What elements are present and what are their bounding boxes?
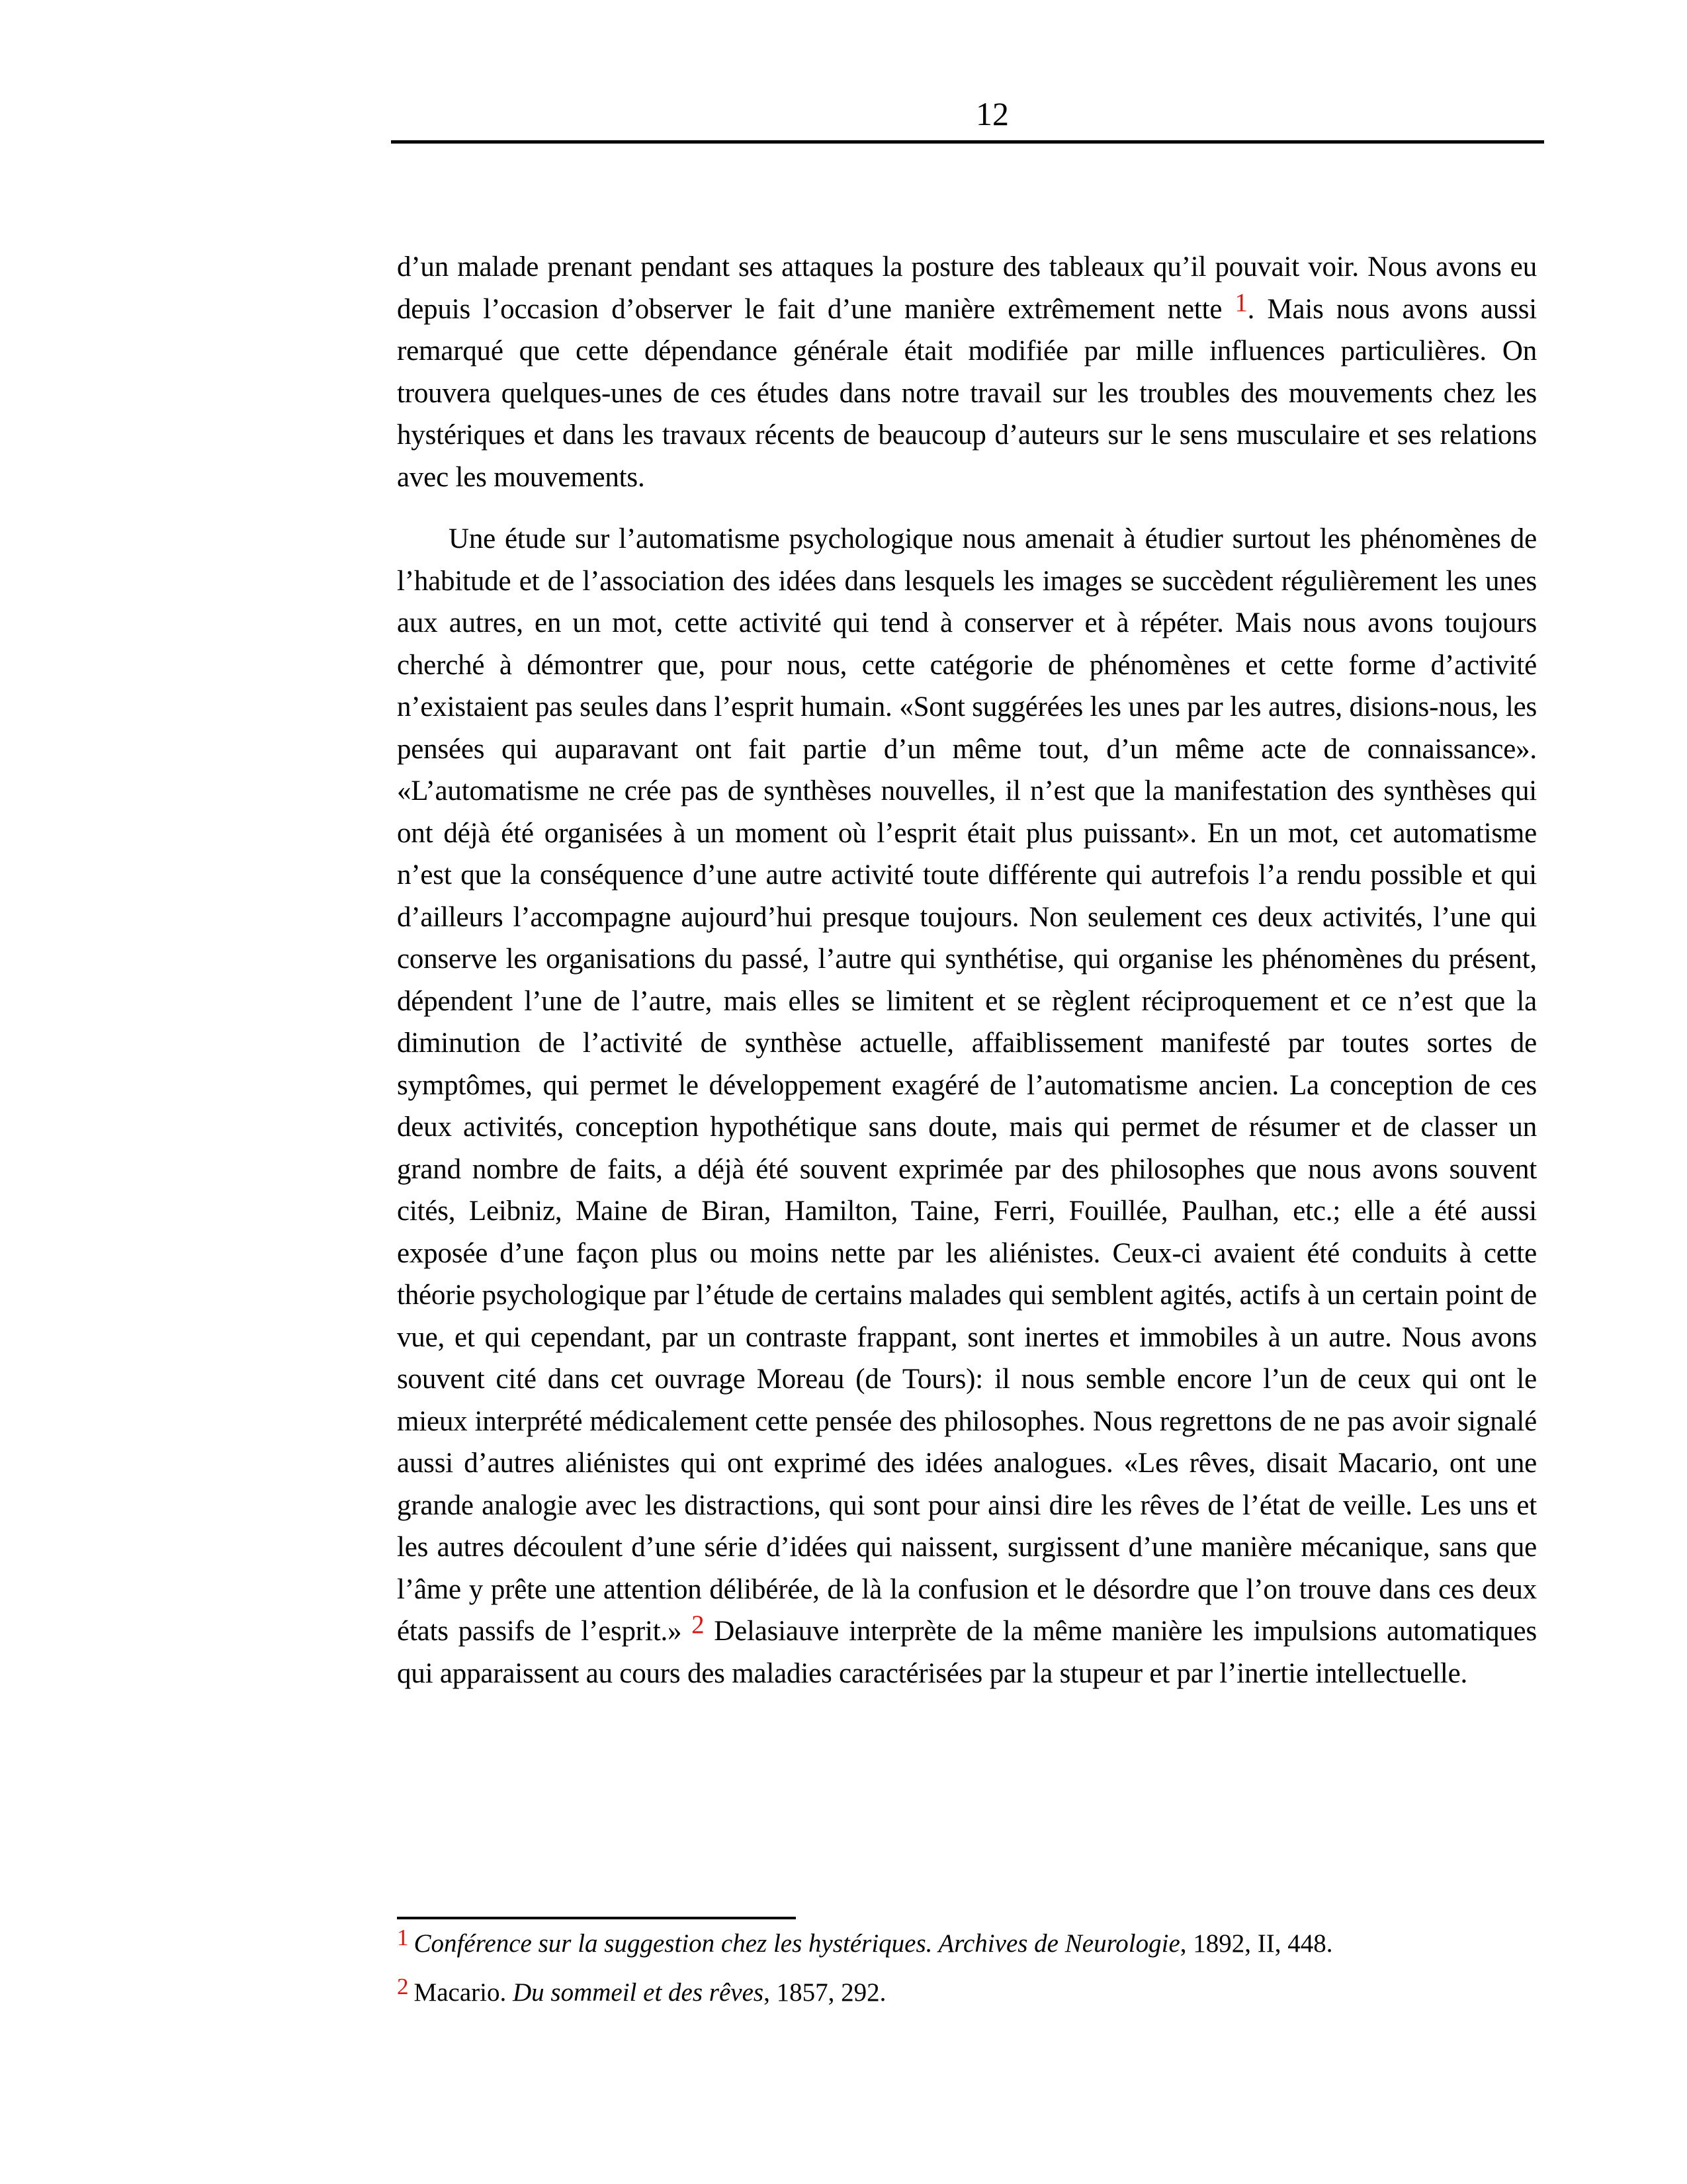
paragraph-1-text-before-ref: d’un malade prenant pendant ses attaques la posture des tableaux qu’il pouvait voir. Nous avons eu depuis l’occasion d’observer le fait d’une manière extrêmement nette [397,251,1537,325]
paragraph-1-text-after-ref: . Mais nous avons aussi remarqué que cette dépendance générale était modifiée par mille influences particulières. On trouvera quelques-unes de ces études dans notre travail sur les troubles des mouvements chez les hystériques et dans les travaux récents de beaucoup d’auteurs sur le sens musculaire et ses relations avec les mouvements. [397,293,1537,493]
footnote-2-prefix: Macario. [413,1978,513,2007]
footnote-2-citation: , 1857, 292. [763,1978,887,2007]
footnote-ref-2: 2 [691,1611,705,1639]
footnote-2-marker: 2 [397,1974,409,2000]
header-rule [391,140,1544,144]
paragraph-1 [397,246,1537,498]
footnote-1-marker: 1 [397,1925,409,1951]
page-number: 12 [976,95,1009,132]
footnote-1 [397,1924,1537,1964]
body-text [397,246,1537,1694]
paragraph-2-text-before-ref: Une étude sur l’automatisme psychologique nous amenait à étudier surtout les phénomènes de l’habitude et de l’association des idées dans lesquels les images se succèdent régulièrement les unes aux autres, en un mot, cette activité qui tend à conserver et à répéter. Mais nous avons toujours cherché à démontrer que, pour nous, cette catégorie de phénomènes et cette forme d’activité n’existaient pas seules dans l’esprit humain. «Sont suggérées les unes par les autres, disions-nous, les pensées qui auparavant ont fait partie d’un même tout, d’un même acte de connaissance». «L’automatisme ne crée pas de synthèses nouvelles, il n’est que la manifestation des synthèses qui ont déjà été organisées à un moment où l’esprit était plus puissant». En un mot, cet automatisme n’est que la conséquence d’une autre activité toute différente qui autrefois l’a rendu possible et qui d’ailleurs l’accompagne aujourd’hui presque toujours. Non seulement ces deux activités, l’une qui conserve les organisations du passé, l’autre qui synthétise, qui organise les phénomènes du présent, dépendent l’une de l’autre, mais elles se limitent et se règlent réciproquement et ce n’est que la diminution de l’activité de synthèse actuelle, affaiblissement manifesté par toutes sortes de symptômes, qui permet le développement exagéré de l’automatisme ancien. La conception de ces deux activités, conception hypothétique sans doute, mais qui permet de résumer et de classer un grand nombre de faits, a déjà été souvent exprimée par des philosophes que nous avons souvent cités, Leibniz, Maine de Biran, Hamilton, Taine, Ferri, Fouillée, Paulhan, etc.; elle a été aussi exposée d’une façon plus ou moins nette par les aliénistes. Ceux-ci avaient été conduits à cette théorie psychologique par l’étude de certains malades qui semblent agités, actifs à un certain point de vue, et qui cependant, par un contraste frappant, sont inertes et immobiles à un autre. Nous avons souvent cité dans cet ouvrage Moreau (de Tours): il nous semble encore l’un de ceux qui ont le mieux interprété médicalement cette pensée des philosophes. Nous regrettons de ne pas avoir signalé aussi d’autres aliénistes qui ont exprimé des idées analogues. «Les rêves, disait Macario, ont une grande analogie avec les distractions, qui sont pour ainsi dire les rêves de l’état de veille. Les uns et les autres découlent d’une série d’idées qui naissent, surgissent d’une manière mécanique, sans que l’âme y prête une attention délibérée, de là la confusion et le désordre que l’on trouve dans ces deux états passifs de l’esprit.» [397,523,1537,1647]
footnote-1-citation: , 1892, II, 448. [1180,1929,1333,1958]
paragraph-2-text-after-ref: Delasiauve interprète de la même manière les impulsions automatiques qui apparaissent au cours des maladies caractérisées par la stupeur et par l’inertie intellectuelle. [397,1616,1537,1689]
footnote-2-title: Du sommeil et des rêves [512,1978,764,2007]
footnote-2 [397,1973,1537,2013]
footnote-separator-rule [397,1917,796,1919]
footnote-1-title: Conférence sur la suggestion chez les hystériques. Archives de Neurologie [413,1929,1180,1958]
footnotes [397,1924,1537,2022]
paragraph-2 [397,518,1537,1694]
footnote-ref-1: 1 [1234,288,1248,317]
